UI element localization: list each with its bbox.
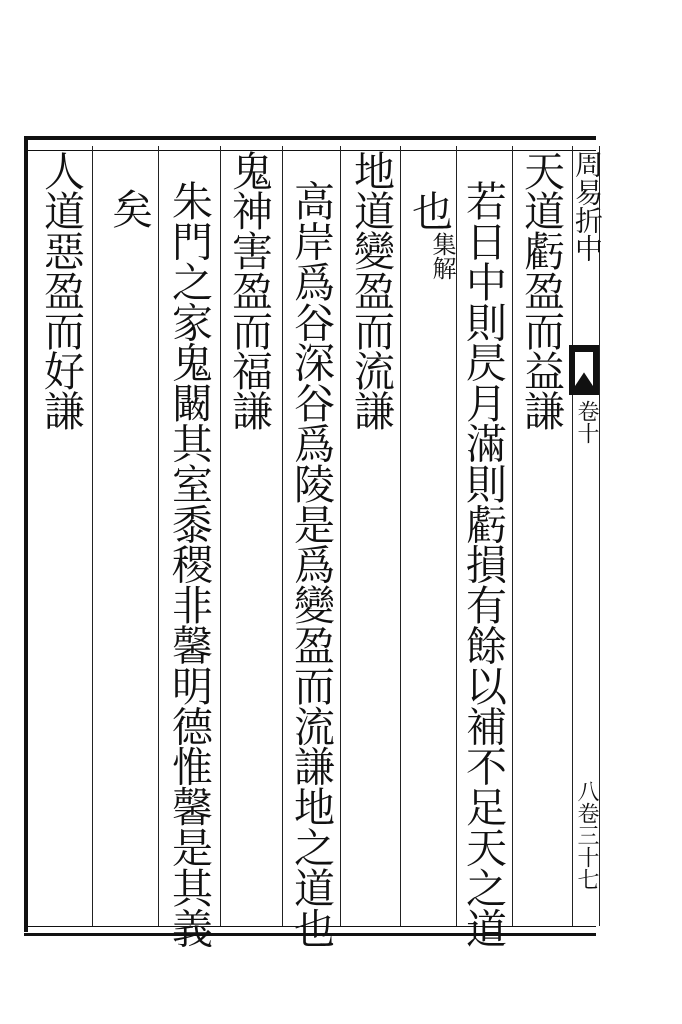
column-rule	[340, 146, 341, 926]
commentary-column-2: 若日中則昃月滿則虧損有餘以補不足天之道	[459, 180, 507, 948]
frame-left-border	[24, 136, 28, 932]
margin-title: 周易折中	[571, 150, 604, 262]
column-rule	[158, 146, 159, 926]
column-rule	[92, 146, 93, 926]
commentary-column-5: 高岸爲谷深谷爲陵是爲變盈而流謙地之道也	[287, 180, 335, 948]
column-rule	[456, 146, 457, 926]
main-text-column-1: 天道虧盈而益謙	[517, 150, 565, 430]
commentary-column-3-end: 也	[405, 190, 453, 230]
main-text-column-6: 鬼神害盈而福謙	[225, 150, 273, 430]
main-text-column-9: 人道惡盈而好謙	[37, 150, 85, 430]
frame-top-border	[24, 136, 596, 151]
main-text-column-4: 地道變盈而流謙	[347, 150, 395, 430]
column-rule	[512, 146, 513, 926]
column-rule	[282, 146, 283, 926]
column-rule	[400, 146, 401, 926]
source-note-jijie: 集解	[428, 232, 456, 280]
commentary-column-8: 矣	[105, 188, 153, 228]
column-rule	[220, 146, 221, 926]
margin-volume: 卷十	[574, 400, 599, 444]
commentary-column-7: 朱門之家鬼闞其室黍稷非馨明德惟馨是其義	[165, 180, 213, 948]
margin-folio: 八卷三十七	[574, 780, 599, 890]
